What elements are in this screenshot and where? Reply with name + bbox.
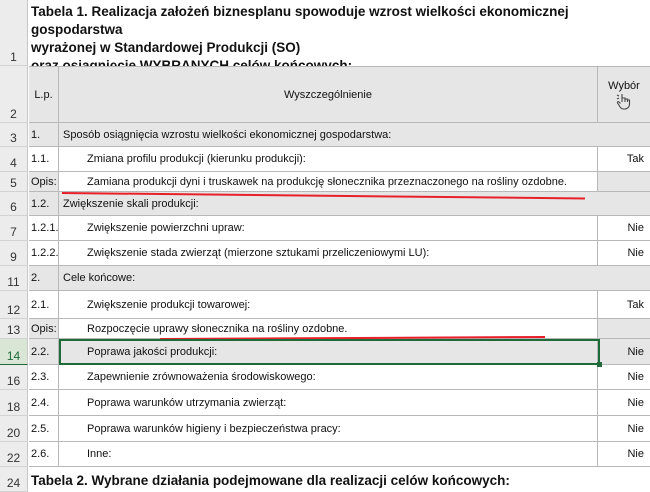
row-lp: 1.2.1.	[29, 216, 59, 240]
description-row[interactable]	[29, 319, 650, 339]
row-value	[598, 319, 650, 338]
row-lp: 1.1.	[29, 147, 59, 171]
row-value: Nie	[627, 396, 644, 409]
row-value: Nie	[627, 222, 644, 234]
table-row[interactable]	[29, 442, 650, 467]
row-number: 14	[6, 349, 21, 363]
row-lp: 1.2.	[29, 192, 59, 215]
row-desc: Zwiększenie produkcji towarowej:	[59, 291, 598, 318]
row-lp: 2.	[29, 266, 59, 290]
cursor-hand-icon	[616, 92, 632, 110]
row-number: 6	[10, 200, 17, 214]
row-header-20[interactable]	[0, 416, 28, 442]
row-desc: Zapewnienie zrównoważenia środowiskowego:	[59, 365, 598, 389]
header-lp: L.p.	[29, 67, 59, 122]
row-desc[interactable]: Poprawa jakości produkcji:	[59, 339, 598, 364]
row-header-6[interactable]	[0, 192, 28, 216]
row-desc: Zwiększenie stada zwierząt (mierzone sztukami przeliczeniowymi LU):	[59, 241, 598, 265]
header-desc: Wyszczególnienie	[59, 67, 598, 122]
row-number: 3	[10, 131, 17, 145]
row-number: 24	[6, 476, 21, 490]
opis-text[interactable]: Zamiana produkcji dyni i truskawek na produkcję słonecznika przeznaczonego na rośliny ozdobne.	[59, 172, 598, 191]
row-lp: 1.	[29, 123, 59, 146]
row-number: 4	[10, 156, 17, 170]
row-number: 5	[10, 176, 17, 190]
opis-text[interactable]: Rozpoczęcie uprawy słonecznika na rośliny ozdobne.	[59, 319, 598, 338]
row-header-9[interactable]	[0, 241, 28, 266]
row-header-3[interactable]	[0, 123, 28, 147]
row-value: Tak	[626, 153, 644, 165]
title-line: wyrażonej w Standardowej Produkcji (SO)	[31, 40, 301, 55]
row-number: 20	[6, 426, 21, 440]
row-lp: 1.2.2.	[29, 241, 59, 265]
row-number: 12	[6, 303, 21, 317]
row-lp: 2.5.	[29, 416, 59, 441]
row-value	[598, 172, 650, 191]
table-row[interactable]	[29, 390, 650, 416]
row-header-7[interactable]	[0, 216, 28, 241]
opis-label: Opis:	[29, 172, 59, 191]
table2-title[interactable]: Tabela 2. Wybrane działania podejmowane dla realizacji celów końcowych:	[31, 473, 510, 488]
table1-title[interactable]	[31, 3, 646, 75]
row-desc: Poprawa warunków utrzymania zwierząt:	[59, 390, 598, 415]
fill-handle[interactable]	[597, 362, 602, 367]
row-number: 9	[10, 250, 17, 264]
row-desc: Cele końcowe:	[63, 272, 136, 284]
table-row[interactable]	[29, 147, 650, 172]
row-value: Nie	[627, 247, 644, 259]
table-row[interactable]	[29, 365, 650, 390]
row-header-12[interactable]	[0, 291, 28, 319]
row-desc: Inne:	[59, 442, 598, 466]
row-header-2[interactable]	[0, 66, 28, 123]
table-row[interactable]	[29, 416, 650, 442]
header-choice-cell	[598, 67, 650, 122]
row-desc: Poprawa warunków higieny i bezpieczeństwa pracy:	[59, 416, 598, 441]
active-cell-selection[interactable]	[59, 339, 600, 365]
row-header-24[interactable]	[0, 467, 28, 492]
row-value: Nie	[627, 345, 644, 358]
row-lp: 2.3.	[29, 365, 59, 389]
row-number: 22	[6, 451, 21, 465]
row-header-4[interactable]	[0, 147, 28, 172]
header-choice: Wybór	[608, 79, 640, 92]
row-lp: 2.1.	[29, 291, 59, 318]
row-header-1[interactable]	[0, 0, 28, 66]
row-value: Tak	[626, 298, 644, 311]
table-row[interactable]	[29, 241, 650, 266]
row-header-14[interactable]	[0, 339, 28, 365]
table-row[interactable]	[29, 266, 650, 291]
row-desc: Zwiększenie powierzchni upraw:	[59, 216, 598, 240]
row-number: 18	[6, 400, 21, 414]
table-row[interactable]	[29, 216, 650, 241]
table-header-row[interactable]	[29, 66, 650, 123]
row-number: 7	[10, 225, 17, 239]
table-row[interactable]	[29, 123, 650, 147]
row-header-13[interactable]	[0, 319, 28, 339]
row-number: 11	[7, 275, 20, 289]
row-lp: 2.2.	[29, 339, 59, 364]
row-header-22[interactable]	[0, 442, 28, 467]
row-value: Nie	[627, 448, 644, 460]
description-row[interactable]	[29, 172, 650, 192]
row-value: Nie	[627, 371, 644, 383]
row-header-5[interactable]	[0, 172, 28, 192]
row-header-16[interactable]	[0, 365, 28, 390]
row-desc: Zmiana profilu produkcji (kierunku produkcji):	[59, 147, 598, 171]
row-lp: 2.4.	[29, 390, 59, 415]
row-number: 16	[6, 374, 21, 388]
row-header-11[interactable]	[0, 266, 28, 291]
opis-label: Opis:	[29, 319, 59, 338]
row-desc: Sposób osiągnięcia wzrostu wielkości ekonomicznej gospodarstwa:	[63, 128, 392, 141]
table-row[interactable]	[29, 291, 650, 319]
row-value: Nie	[627, 422, 644, 435]
row-desc: Zwiększenie skali produkcji:	[63, 197, 199, 210]
row-lp: 2.6.	[29, 442, 59, 466]
title-line: Tabela 1. Realizacja założeń biznesplanu spowoduje wzrost wielkości ekonomicznej gospodarstwa	[31, 4, 569, 37]
row-number: 1	[10, 50, 17, 64]
row-number: 13	[6, 323, 21, 337]
row-header-18[interactable]	[0, 390, 28, 416]
row-number: 2	[10, 107, 17, 121]
